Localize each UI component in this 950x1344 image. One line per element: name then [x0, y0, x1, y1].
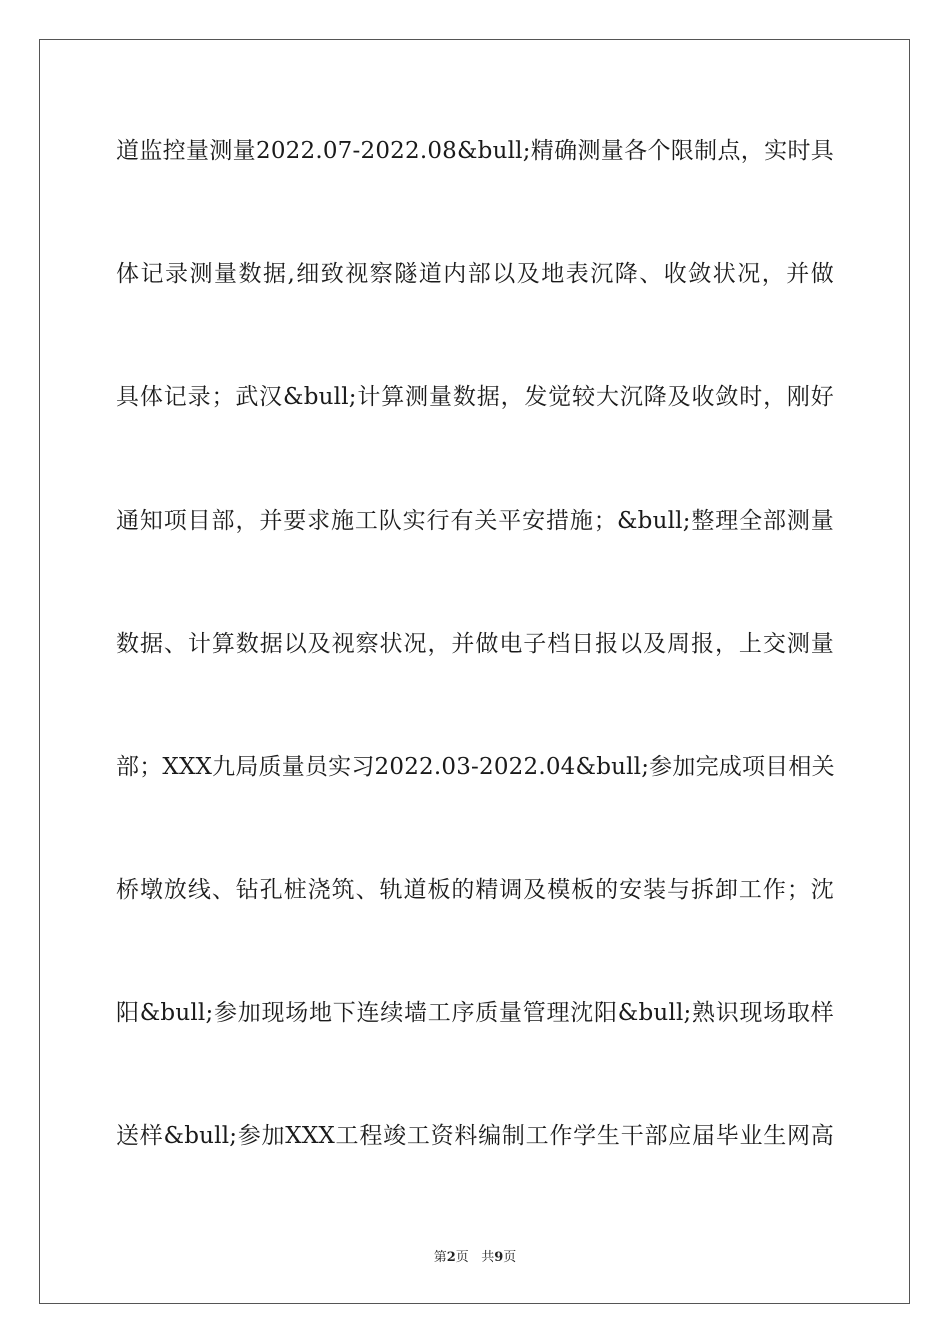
body-text-line: 通知项目部，并要求施工队实行有关平安措施；&bull;整理全部测量 [116, 508, 834, 534]
page-number: 2 [446, 1250, 456, 1265]
page-suffix: 页 [455, 1250, 469, 1265]
total-pages: 9 [494, 1250, 504, 1265]
page-border [39, 39, 910, 1304]
body-text-line: 部；XXX九局质量员实习2022.03-2022.04&bull;参加完成项目相关 [116, 754, 835, 780]
body-text-line: 道监控量测量2022.07-2022.08&bull;精确测量各个限制点，实时具 [116, 138, 834, 164]
page-prefix: 第 [433, 1250, 447, 1265]
body-text-line: 桥墩放线、钻孔桩浇筑、轨道板的精调及模板的安装与拆卸工作；沈 [116, 877, 834, 903]
body-text-line: 体记录测量数据,细致视察隧道内部以及地表沉降、收敛状况，并做 [116, 261, 834, 287]
body-text-line: 阳&bull;参加现场地下连续墙工序质量管理沈阳&bull;熟识现场取样 [116, 1000, 834, 1026]
total-prefix: 共 [481, 1250, 495, 1265]
total-suffix: 页 [503, 1250, 517, 1265]
body-text-line: 送样&bull;参加XXX工程竣工资料编制工作学生干部应届毕业生网高 [116, 1123, 834, 1149]
body-text-line: 具体记录；武汉&bull;计算测量数据，发觉较大沉降及收敛时，刚好 [116, 384, 834, 410]
page-footer [0, 1246, 950, 1265]
body-text-line: 数据、计算数据以及视察状况，并做电子档日报以及周报，上交测量 [116, 631, 834, 657]
